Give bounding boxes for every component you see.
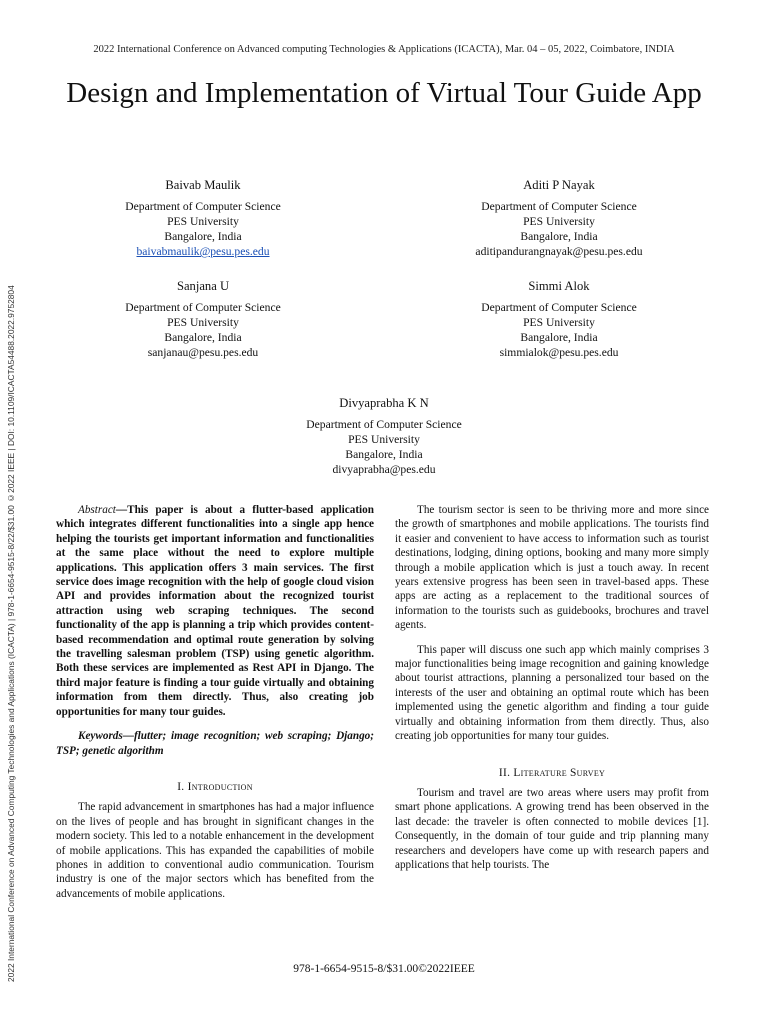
author-univ: PES University: [167, 215, 239, 228]
abstract-text: —This paper is about a flutter-based application which integrates different functionalities into a single app hence helping the tourists get important information and functionalities at the same place without the need to explore multiple applications. This application offers 3 main services. The first service does image recognition with the help of google cloud vision API and provides information about the recognized tourist attraction using web scraping techniques. The second functionality of the app is planning a trip which provides content- based recommendation and optimal route generation by solving the travelling salesman problem (TSP) using genetic algorithm. Both these services are implemented as Rest API in Django. The third major feature is finding a tour guide virtually and obtaining information from them directly. Thus, also creating job opportunities for many tour guides.: [56, 504, 374, 718]
author-email: simmialok@pesu.pes.edu: [499, 346, 619, 359]
left-column: [56, 503, 374, 901]
body-paragraph: This paper will discuss one such app which mainly comprises 3 major functionalities being image recognition and gaining knowledge about tourist attractions, planning a personalized tour based on the interests of the user and obtaining an optimal route which has been implemented using the genetic algorithm and finding a tour guide virtually and obtaining information from them directly. Thus, also creating job opportunities for many tour guides.: [395, 643, 709, 743]
right-column: [395, 503, 709, 872]
author-email-link[interactable]: baivabmaulik@pesu.pes.edu: [136, 245, 270, 258]
author-dept: Department of Computer Science: [481, 200, 637, 213]
abstract-paragraph: [56, 503, 374, 719]
author-dept: Department of Computer Science: [306, 418, 462, 431]
author-univ: PES University: [348, 433, 420, 446]
section-heading-introduction: I. Introduction: [177, 780, 253, 793]
keywords-text: —flutter; image recognition; web scraping; Django; TSP; genetic algorithm: [56, 730, 374, 757]
author-univ: PES University: [523, 215, 595, 228]
author-block-1: [78, 178, 328, 259]
abstract-label: Abstract: [78, 504, 116, 516]
introduction-paragraph: The rapid advancement in smartphones has had a major influence on the lives of people and has brought in significant changes in the modern society. This led to a notable enhancement in the development of mobile applications. This has expanded the capabilities of mobile phones in addition to conventional audio communication. Tourism industry is one of the major sectors which has benefited from the advancements of mobile applications.: [56, 801, 374, 900]
author-univ: PES University: [523, 316, 595, 329]
keywords-paragraph: [56, 729, 374, 758]
author-email: sanjanau@pesu.pes.edu: [147, 346, 259, 359]
author-location: Bangalore, India: [164, 230, 242, 243]
conference-header: 2022 International Conference on Advanced computing Technologies & Applications (ICACTA), Mar. 04 – 05, 2022, Coimbatore, INDIA: [93, 44, 675, 55]
body-paragraph: The tourism sector is seen to be thriving more and more since the growth of smartphones and mobile applications. The tourists find it easier and convenient to have access to information such as tourist destinations, lodging, dining options, booking and many more simply through a mobile application which is just a touch away. In recent years extensive progress has been seen in travel-based apps. These apps are acting as a replacement to the traditional sources of information to the tourists such as guidebooks, brochures and travel agents.: [395, 504, 709, 632]
author-block-5: [259, 396, 509, 477]
author-univ: PES University: [167, 316, 239, 329]
keywords-label: Keywords: [78, 730, 123, 743]
paper-title: Design and Implementation of Virtual Tour Guide App: [66, 77, 702, 109]
author-name: Simmi Alok: [528, 279, 590, 293]
author-location: Bangalore, India: [520, 331, 598, 344]
author-name: Divyaprabha K N: [339, 396, 429, 410]
author-name: Baivab Maulik: [165, 178, 241, 192]
section-heading-literature-survey: II. Literature Survey: [498, 766, 606, 779]
author-dept: Department of Computer Science: [481, 301, 637, 314]
author-location: Bangalore, India: [345, 448, 423, 461]
author-block-2: [434, 178, 684, 259]
side-doi-strip: 2022 International Conference on Advanced Computing Technologies and Applications (ICACTA) | 978-1-6654-9515-8/22/$31.00 ©2022 IEEE | DOI: 10.1109/ICACTA54488.2022.9752804: [6, 285, 16, 982]
author-location: Bangalore, India: [520, 230, 598, 243]
author-email: divyaprabha@pes.edu: [332, 463, 436, 476]
author-dept: Department of Computer Science: [125, 200, 281, 213]
author-name: Sanjana U: [176, 279, 230, 293]
author-dept: Department of Computer Science: [125, 301, 281, 314]
author-block-4: [434, 279, 684, 360]
author-email: aditipandurangnayak@pesu.pes.edu: [475, 245, 643, 258]
page-footer: 978-1-6654-9515-8/$31.00©2022IEEE: [293, 963, 475, 975]
author-block-3: [78, 279, 328, 360]
author-location: Bangalore, India: [164, 331, 242, 344]
literature-paragraph: Tourism and travel are two areas where users may profit from smart phone applications. A growing trend has been observed in the last decade: the traveler is often connected to mobile devices [1]. Consequently, in the domain of tour guide and trip planning many researchers and developers have come up with research papers and applications that help tourists. The: [395, 786, 709, 871]
author-name: Aditi P Nayak: [523, 178, 595, 192]
